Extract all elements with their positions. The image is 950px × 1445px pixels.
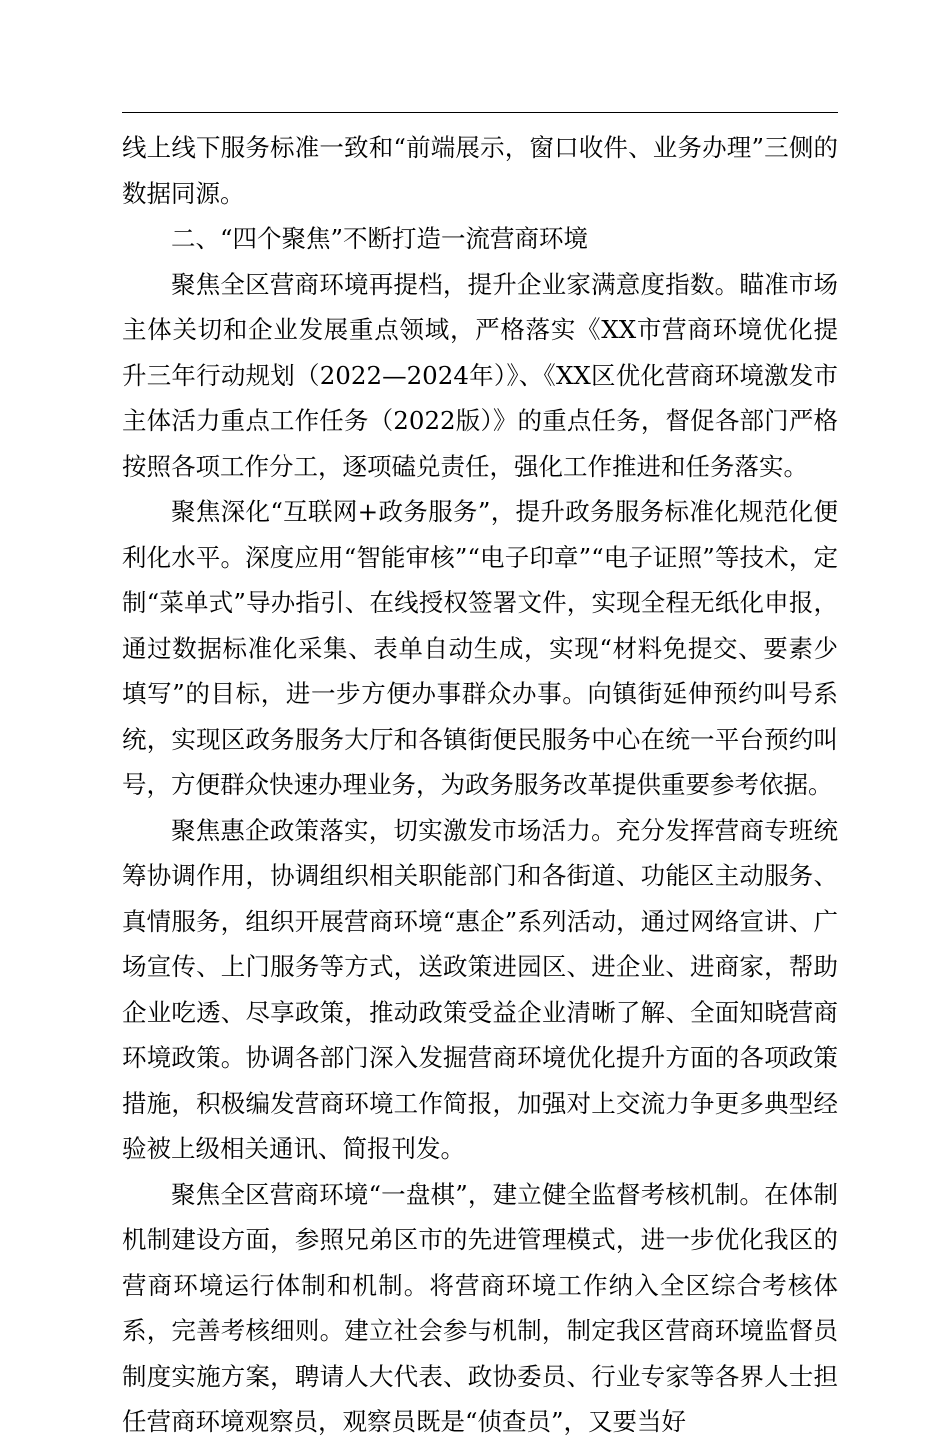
paragraph-continuation: 线上线下服务标准一致和“前端展示，窗口收件、业务办理”三侧的数据同源。 (122, 133, 838, 208)
paragraph-business-environment: 聚焦全区营商环境再提档，提升企业家满意度指数。瞄准市场主体关切和企业发展重点领域，严格落实《XX市营商环境优化提升三年行动规划（2022—2024年）》、《XX区优化营商环境激发市主体活力重点工作任务（2022版）》的重点任务，督促各部门严格按照各项工作分工，逐项磕兑责任，强化工作推进和任务落实。 (122, 269, 838, 481)
paragraph-enterprise-policy: 聚焦惠企政策落实，切实激发市场活力。充分发挥营商专班统筹协调作用，协调组织相关职能部门和各街道、功能区主动服务、真情服务，组织开展营商环境“惠企”系列活动，通过网络宣讲、广场宣传、上门服务等方式，送政策进园区、进企业、进商家，帮助企业吃透、尽享政策，推动政策受益企业清晰了解、全面知晓营商环境政策。协调各部门深入发掘营商环境优化提升方面的各项政策措施，积极编发营商环境工作简报，加强对上交流力争更多典型经验被上级相关通讯、简报刊发。 (122, 815, 838, 1163)
paragraph-supervision-mechanism: 聚焦全区营商环境“一盘棋”，建立健全监督考核机制。在体制机制建设方面，参照兄弟区市的先进管理模式，进一步优化我区的营商环境运行体制和机制。将营商环境工作纳入全区综合考核体系，完善考核细则。建立社会参与机制，制定我区营商环境监督员制度实施方案，聘请人大代表、政协委员、行业专家等各界人士担任营商环境观察员，观察员既是“侦查员”，又要当好 (122, 1179, 838, 1436)
section-heading: 二、“四个聚焦”不断打造一流营商环境 (171, 224, 589, 253)
document-body (122, 125, 838, 1445)
header-rule (122, 112, 838, 113)
paragraph-internet-government: 聚焦深化“互联网+政务服务”，提升政务服务标准化规范化便利化水平。深度应用“智能审核”“电子印章”“电子证照”等技术，定制“菜单式”导办指引、在线授权签署文件，实现全程无纸化申报，通过数据标准化采集、表单自动生成，实现“材料免提交、要素少填写”的目标，进一步方便办事群众办事。向镇街延伸预约叫号系统，实现区政务服务大厅和各镇街便民服务中心在统一平台预约叫号，方便群众快速办理业务，为政务服务改革提供重要参考依据。 (122, 497, 838, 799)
